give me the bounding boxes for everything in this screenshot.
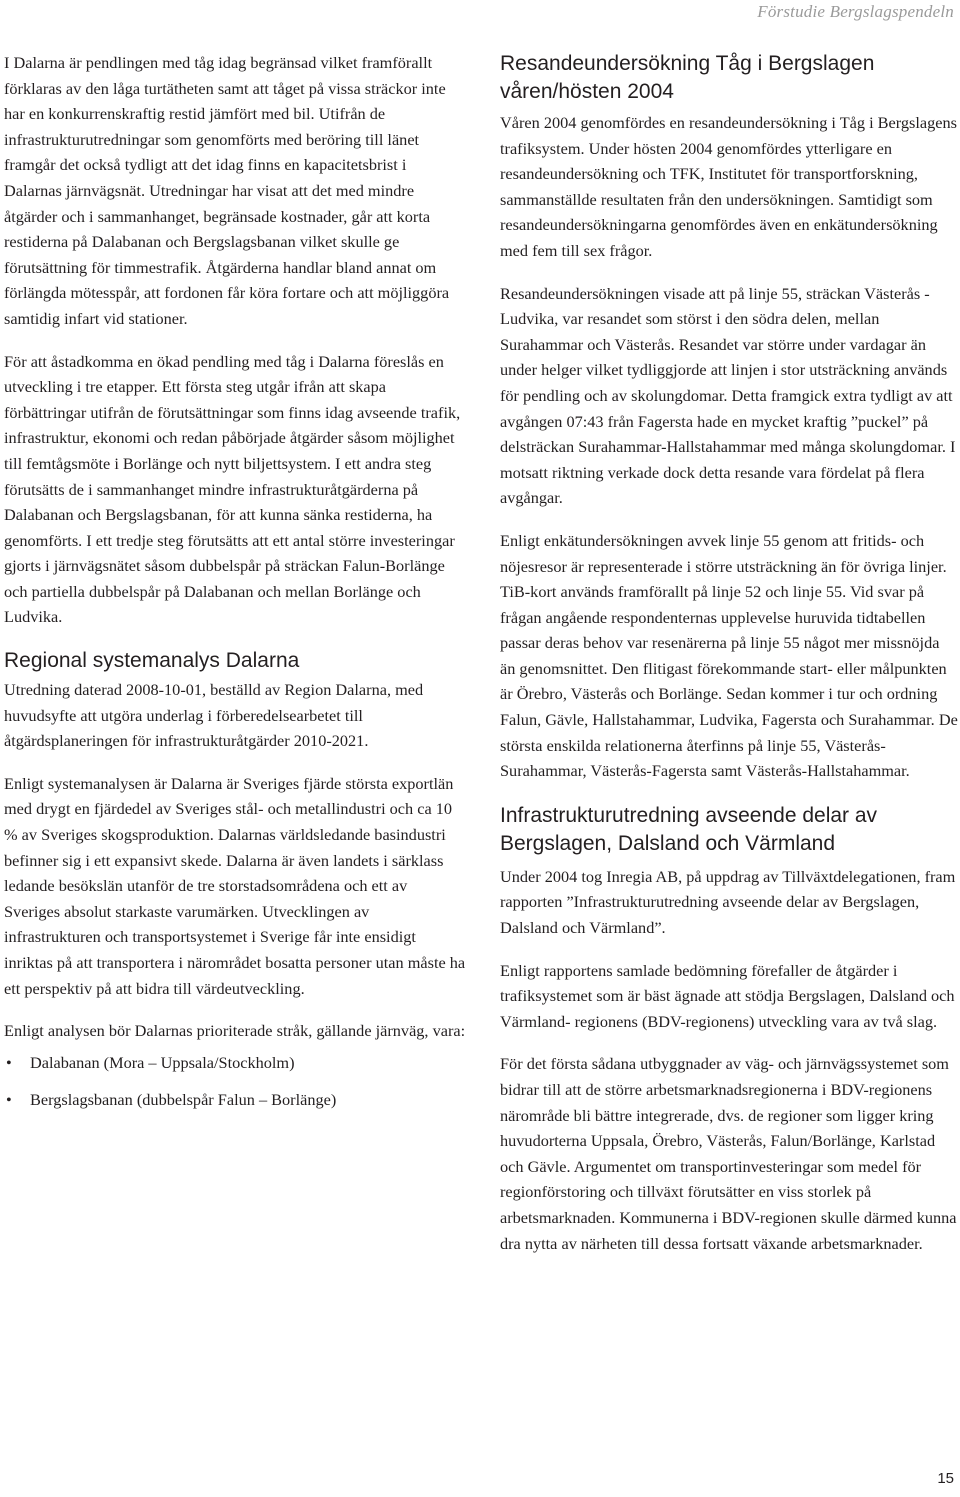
- paragraph: Enligt systemanalysen är Dalarna är Sveriges fjärde största exportlän med drygt en fjärdedel av Sveriges stål- och metallindustri och ca 10 % av Sveriges skogsproduktion. Dalarnas världsledande basindustri befinner sig i ett expansivt skede. Dalarna är även landets i särklass ledande besökslän utanför de tre storstadsområdena och ett av Sveriges absolut starkaste varumärken. Utvecklingen av infrastrukturen och transportsystemet i Sverige får inte ensidigt inriktas på att transportera i närområdet bosatta personer utan måste ha ett perspektiv på att bidra till värdeutveckling.: [4, 773, 466, 998]
- right-column: [500, 50, 958, 1273]
- paragraph: Utredning daterad 2008-10-01, beställd av Region Dalarna, med huvudsyfte att utgöra underlag i förberedelsearbetet till åtgärdsplaneringen för infrastrukturåtgärder 2010-2021.: [4, 680, 424, 751]
- section-heading: Infrastrukturutredning avseende delar av Bergslagen, Dalsland och Värmland: [500, 803, 878, 855]
- paragraph: Enligt enkätundersökningen avvek linje 55 genom att fritids- och nöjesresor är representerade i större utsträckning än för övriga linjer. TiB-kort används framförallt på linje 52 och linje 55. Vid svar på frågan angående respondenternas upplevelse huruvida tidtabellen passar deras behov var resenärerna på linje 55 något mer missnöjda än genomsnittet. Den flitigast förekommande start- eller målpunkten är Örebro, Västerås och Borlänge. Sedan kommer i tur och ordning Falun, Gävle, Hallstahammar, Ludvika, Fagersta och Surahammar. De största enskilda relationerna återfinns på linje 55, Västerås-Surahammar, Västerås-Fagersta samt Västerås-Hallstahammar.: [500, 530, 958, 781]
- section-heading: Resandeundersökning Tåg i Bergslagen våren/hösten 2004: [500, 52, 875, 103]
- paragraph: Under 2004 tog Inregia AB, på uppdrag av Tillväxtdelegationen, fram rapporten ”Infrastrukturutredning avseende delar av Bergslagen, Dalsland och Värmland”.: [500, 866, 956, 938]
- bullet-icon: •: [6, 1052, 12, 1072]
- page-number: 15: [937, 1470, 954, 1487]
- paragraph: Resandeundersökningen visade att på linje 55, sträckan Västerås - Ludvika, var resandet som störst i den södra delen, mellan Surahammar och Västerås. Resandet var större under vardagar än under helger vilket tydliggjorde att linjen i stor utsträckning används för pendling och av skolungdomar. Detta framgick extra tydligt av att avgången 07:43 från Fagersta hade en mycket kraftig ”puckel” på delsträckan Surahammar-Hallstahammar med många skolungdomar. I motsatt riktning verkade dock detta resande vara fördelat på flera avgångar.: [500, 283, 956, 508]
- left-column: [4, 50, 466, 1125]
- paragraph: Våren 2004 genomfördes en resandeundersökning i Tåg i Bergslagens trafiksystem. Under hösten 2004 genomfördes ytterligare en resandeundersökning och TFK, Institutet för transportforskning, sammanställde resultaten från den undersökningen. Samtidigt som resandeundersökningarna genomfördes även en enkätundersökning med fem till sex frågor.: [500, 113, 957, 260]
- list-item-text: Bergslagsbanan (dubbelspår Falun – Borlänge): [30, 1090, 337, 1110]
- paragraph: För det första sådana utbyggnader av väg- och järnvägssystemet som bidrar till att de större arbetsmarknadsregionerna i BDV-regionens närområde bli bättre integrerade, dvs. de regioner som ligger kring huvudorterna Uppsala, Örebro, Västerås, Falun/Borlänge, Karlstad och Gävle. Argumentet om transportinvesteringar som medel för regionförstoring och tillväxt förutsätter en viss storlek på arbetsmarknaden. Kommunerna i BDV-regionen skulle därmed kunna dra nytta av närheten till dessa fortsatt växande arbetsmarknader.: [500, 1054, 957, 1253]
- running-header: Förstudie Bergslagspendeln: [757, 2, 954, 21]
- bullet-icon: •: [6, 1090, 12, 1110]
- list-item: [4, 1050, 466, 1076]
- paragraph: För att åstadkomma en ökad pendling med tåg i Dalarna föreslås en utveckling i tre etapper. Ett första steg utgår ifrån att skapa förbättringar utifrån de förutsättningar som finns idag avseende trafik, infrastruktur, ekonomi och redan påbörjade åtgärder såsom möjlighet till femtågsmöte i Borlänge och nytt biljettsystem. I ett andra steg förutsätts de i sammanhanget mindre infrastrukturåtgärderna på Dalabanan och Bergslagsbanan, för att kunna sänka restiderna, ha genomförts. I ett tredje steg förutsätts att ett antal större investeringar gjorts i järnvägsnätet såsom dubbelspår på sträckan Falun-Borlänge och partiella dubbelspår på Dalabanan och mellan Borlänge och Ludvika.: [4, 351, 461, 627]
- bullet-list: [4, 1050, 466, 1113]
- paragraph: Enligt rapportens samlade bedömning förefaller de åtgärder i trafiksystemet som är bäst ägnade att stödja Bergslagen, Dalsland och Värmland- regionens (BDV-regionens) utveckling vara av två slag.: [500, 960, 955, 1031]
- list-item: [4, 1087, 466, 1113]
- section-heading: Regional systemanalys Dalarna: [4, 649, 300, 673]
- paragraph: Enligt analysen bör Dalarnas prioriterade stråk, gällande järnväg, vara:: [4, 1021, 466, 1041]
- list-item-text: Dalabanan (Mora – Uppsala/Stockholm): [30, 1052, 295, 1072]
- paragraph: I Dalarna är pendlingen med tåg idag begränsad vilket framförallt förklaras av den låga turtätheten samt att tåget på vissa sträckor inte har en konkurrenskraftig restid jämfört med bil. Utifrån de infrastrukturutredningar som genomförts med beröring till länet framgår det också tydligt att det idag finns en kapacitetsbrist i Dalarnas järnvägsnät. Utredningar har visat att det med mindre åtgärder och i sammanhanget, begränsade kostnader, går att korta restiderna på Dalabanan och Bergslagsbanan vilket skulle ge förutsättning för timmestrafik. Åtgärderna handlar bland annat om förlängda mötesspår, att fordonen får köra fortare och att möjliggöra samtidig infart vid stationer.: [4, 53, 450, 328]
